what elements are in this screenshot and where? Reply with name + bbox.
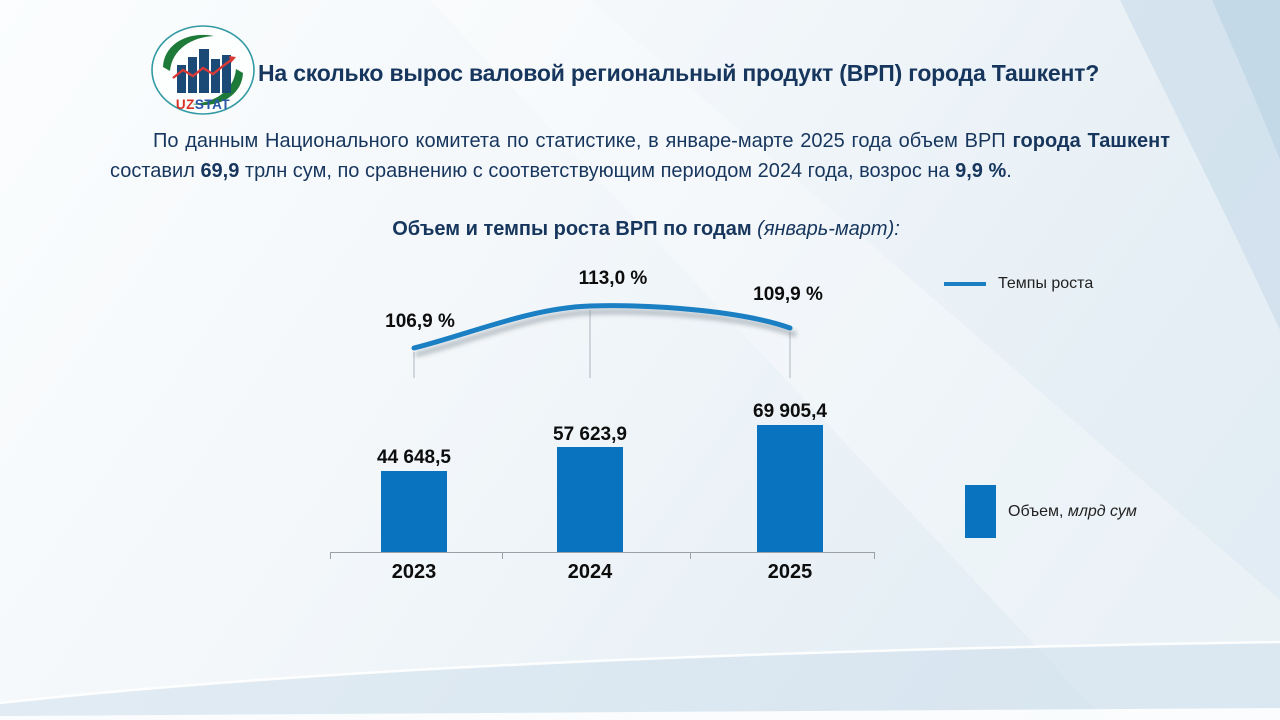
axis-tick-3 xyxy=(690,552,691,559)
logo-wordmark xyxy=(176,97,230,112)
uzstat-logo-image xyxy=(150,25,256,117)
axis-tick-4 xyxy=(874,552,875,559)
volume-label-2025: 69 905,4 xyxy=(753,401,827,422)
uzstat-logo xyxy=(150,25,256,117)
intro-paragraph: По данным Национального комитета по статистике, в январе-марте 2025 года объем ВРП города Ташкент составил 69,9 трлн сум, по сравнению с соответствующим периодом 2024 года, возрос на 9,9 %. xyxy=(110,130,1170,182)
category-label-2025: 2025 xyxy=(767,561,813,583)
page-title: На сколько вырос валовой региональный продукт (ВРП) города Ташкент? xyxy=(258,60,1100,86)
category-label-2024: 2024 xyxy=(567,561,613,583)
legend-volume-label xyxy=(1008,503,1137,521)
axis-tick-2 xyxy=(502,552,503,559)
logo-uz-text: UZ xyxy=(175,97,195,112)
legend-volume-unit: млрд сум xyxy=(1063,502,1137,520)
rate-label-2025: 109,9 % xyxy=(753,284,823,305)
volume-label-2024: 57 623,9 xyxy=(553,424,627,445)
category-label-2023: 2023 xyxy=(391,561,437,583)
volume-label-2023: 44 648,5 xyxy=(377,447,451,468)
bar-series-swatch xyxy=(965,485,996,538)
rate-label-2024: 113,0 % xyxy=(578,268,648,289)
chart-title xyxy=(366,218,926,241)
chart-title-main: Объем и темпы роста ВРП по годам xyxy=(392,218,752,240)
x-axis xyxy=(330,552,875,553)
bg-diagonal-streak xyxy=(430,0,1280,720)
line-series-swatch xyxy=(944,282,986,286)
bg-bottom-swoosh xyxy=(0,642,1280,720)
rate-label-2023: 106,9 % xyxy=(385,311,455,332)
chart-title-period: (январь-март): xyxy=(751,218,900,240)
bar-2024 xyxy=(557,447,623,552)
axis-tick-1 xyxy=(330,552,331,559)
legend-rate-label: Темпы роста xyxy=(998,275,1094,292)
legend-volume-prefix: Объем, xyxy=(1008,502,1064,520)
bar-2023 xyxy=(381,471,447,552)
legend-rate xyxy=(944,275,1093,293)
logo-stat-text: STAT xyxy=(194,97,231,112)
legend-volume xyxy=(965,485,1137,538)
bar-2025 xyxy=(757,425,823,552)
